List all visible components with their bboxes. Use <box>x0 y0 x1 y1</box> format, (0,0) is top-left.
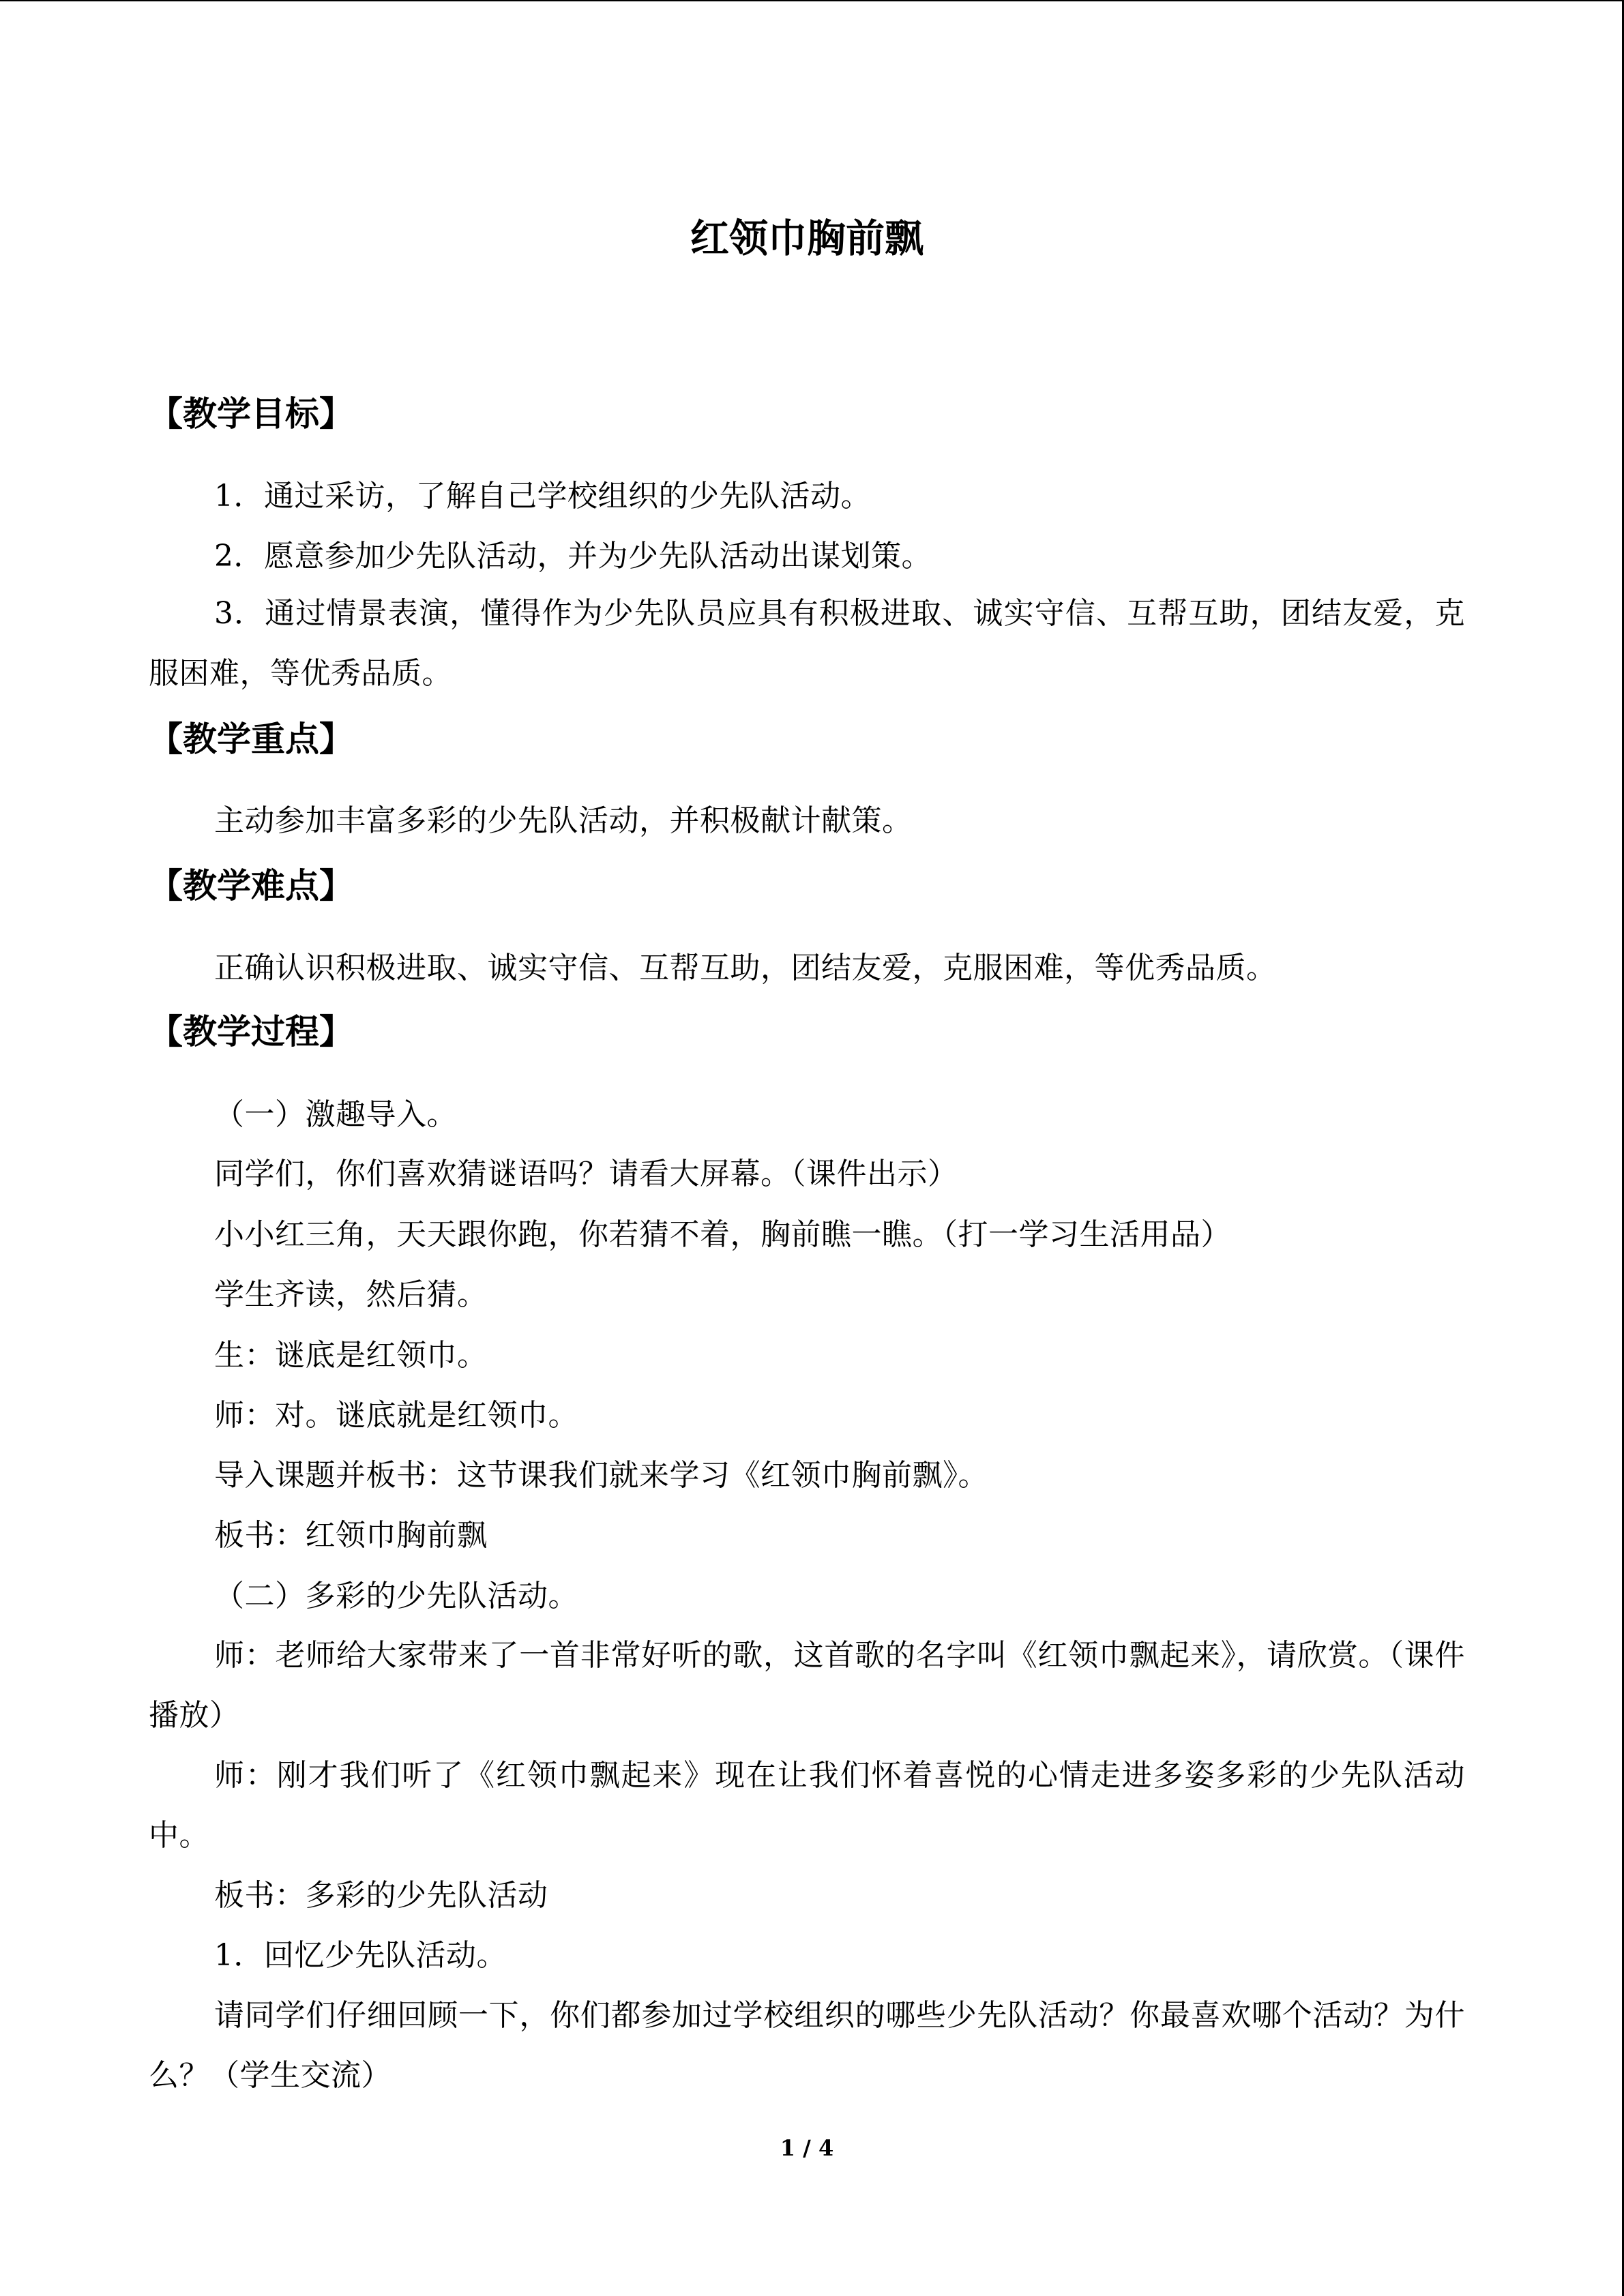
process-paragraph: 师：对。谜底就是红领巾。 <box>214 1398 578 1433</box>
process-paragraph: 师：老师给大家带来了一首非常好听的歌，这首歌的名字叫《红领巾飘起来》，请欣赏。（课件播放） <box>149 1638 1465 1733</box>
document-title: 红领巾胸前飘 <box>690 215 924 261</box>
objective-item-3: 3．通过情景表演，懂得作为少先队员应具有积极进取、诚实守信、互帮互助，团结友爱，克服困难，等优秀品质。 <box>149 596 1465 691</box>
process-paragraph: 小小红三角，天天跟你跑，你若猜不着，胸前瞧一瞧。（打一学习生活用品） <box>214 1217 1231 1252</box>
process-heading: 【教学过程】 <box>149 1011 353 1052</box>
process-paragraph: 导入课题并板书：这节课我们就来学习《红领巾胸前飘》。 <box>214 1458 988 1493</box>
process-paragraph: （二）多彩的少先队活动。 <box>214 1579 578 1613</box>
difficulties-heading: 【教学难点】 <box>149 865 353 906</box>
objectives-heading: 【教学目标】 <box>149 393 353 434</box>
key-points-heading: 【教学重点】 <box>149 719 353 759</box>
process-paragraph: （一）激趣导入。 <box>214 1097 457 1132</box>
process-paragraph: 同学们，你们喜欢猜谜语吗？请看大屏幕。（课件出示） <box>214 1157 958 1191</box>
objective-item-1: 1．通过采访，了解自己学校组织的少先队活动。 <box>214 479 871 513</box>
process-paragraph: 生：谜底是红领巾。 <box>214 1338 488 1373</box>
process-paragraph: 板书：红领巾胸前飘 <box>214 1518 488 1553</box>
process-paragraph: 板书：多彩的少先队活动 <box>214 1878 548 1913</box>
process-paragraph: 师：刚才我们听了《红领巾飘起来》现在让我们怀着喜悦的心情走进多姿多彩的少先队活动中。 <box>149 1758 1465 1853</box>
process-paragraph: 学生齐读，然后猜。 <box>214 1277 488 1312</box>
page-number: 1 / 4 <box>780 2135 834 2161</box>
difficulties-text: 正确认识积极进取、诚实守信、互帮互助，团结友爱，克服困难，等优秀品质。 <box>214 951 1277 985</box>
process-paragraph: 1．回忆少先队活动。 <box>214 1938 507 1973</box>
process-paragraph: 请同学们仔细回顾一下，你们都参加过学校组织的哪些少先队活动？你最喜欢哪个活动？为什么？（学生交流） <box>149 1998 1465 2093</box>
objective-item-2: 2．愿意参加少先队活动，并为少先队活动出谋划策。 <box>214 539 932 573</box>
key-points-text: 主动参加丰富多彩的少先队活动，并积极献计献策。 <box>214 803 913 838</box>
